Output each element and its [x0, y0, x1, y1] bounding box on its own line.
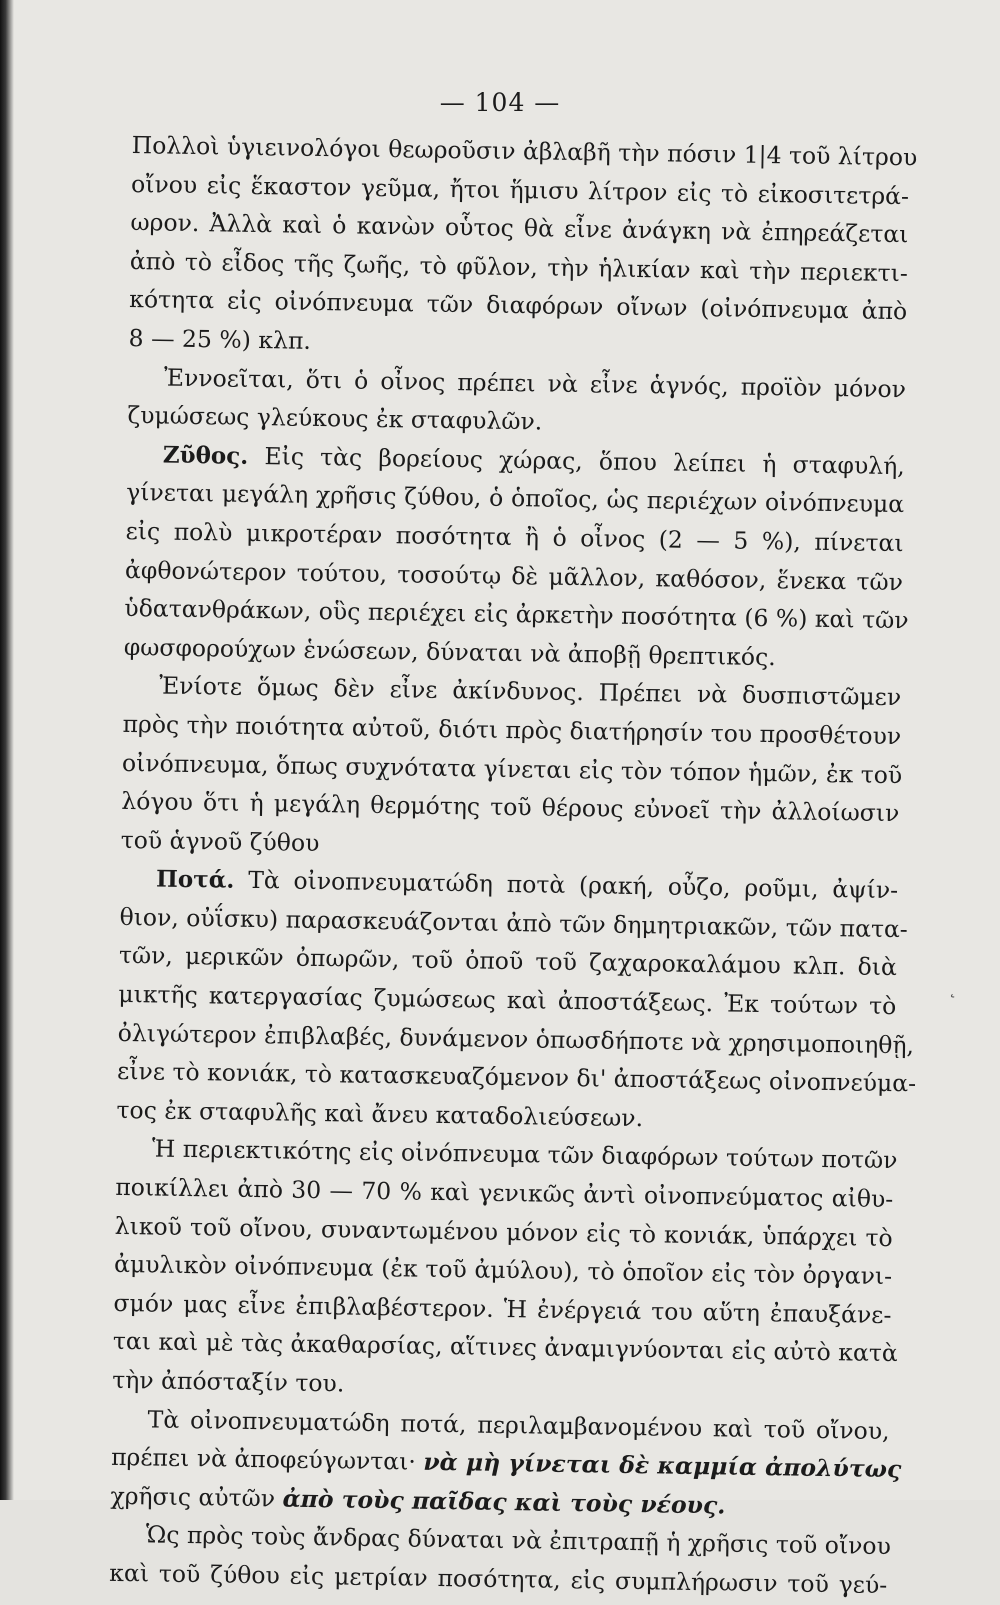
text-run: πρὸς τὴν ποιότητα αὐτοῦ, διότι πρὸς διατήρησίν του προσθέτουν	[122, 709, 902, 751]
text-run: Τὰ οἰνοπνευματώδη ποτὰ (ρακή, οὖζο, ροῦμι, ἀψίν-	[234, 865, 899, 905]
text-run: Ὡς πρὸς τοὺς ἄνδρας δύναται νὰ ἐπιτραπῇ ἡ χρῆσις τοῦ οἴνου	[145, 1520, 892, 1561]
text-run: Ἐνίοτε ὅμως δὲν εἶνε ἀκίνδυνος. Πρέπει νὰ δυσπιστῶμεν	[158, 671, 902, 712]
text-run: τος ἐκ σταφυλῆς καὶ ἄνευ καταδολιεύσεων.	[116, 1095, 644, 1132]
emphasized-text: νὰ μὴ γίνεται δὲ καμμία ἀπολύτως	[423, 1447, 902, 1484]
text-run: μικτῆς κατεργασίας ζυμώσεως καὶ ἀποστάξεως. Ἐκ τούτων τὸ	[118, 979, 897, 1021]
text-run: ὀλιγώτερον ἐπιβλαβές, δυνάμενον ὁπωσδήποτε νὰ χρησιμοποιηθῇ,	[117, 1018, 915, 1060]
text-run: Ἐννοεῖται, ὅτι ὁ οἶνος πρέπει νὰ εἶνε ἁγνός, προϊὸν μόνον	[163, 363, 907, 403]
text-run: τὴν ἀπόσταξίν του.	[112, 1365, 345, 1398]
emphasized-text: ἀπὸ τοὺς παῖδας καὶ τοὺς νέους.	[282, 1484, 726, 1520]
text-run: οἴνου εἰς ἕκαστον γεῦμα, ἤτοι ἥμισυ λίτρον εἰς τὸ εἰκοσιτετρά-	[130, 169, 910, 210]
text-run: ται καὶ μὲ τὰς ἀκαθαρσίας, αἵτινες ἀναμιγνύονται εἰς αὐτὸ κατὰ	[112, 1327, 898, 1368]
text-run: ἀπὸ τὸ εἶδος τῆς ζωῆς, τὸ φῦλον, τὴν ἡλικίαν καὶ τὴν περιεκτι-	[129, 246, 909, 287]
margin-mark: ˛	[948, 978, 957, 999]
text-run: εἰς πολὺ μικροτέραν ποσότητα ἢ ὁ οἶνος (2 — 5 %), πίνεται	[125, 516, 904, 558]
text-run: λόγου ὅτι ἡ μεγάλη θερμότης τοῦ θέρους εὐνοεῖ τὴν ἀλλοίωσιν	[121, 787, 900, 828]
text-run: σμόν μας εἶνε ἐπιβλαβέστερον. Ἡ ἐνέργειά του αὕτη ἐπαυξάνε-	[113, 1288, 892, 1329]
text-run: ωρον. Ἀλλὰ καὶ ὁ κανὼν οὗτος θὰ εἶνε ἀνάγκη νὰ ἐπηρεάζεται	[130, 208, 909, 249]
section-heading: Ζῦθος.	[162, 441, 249, 470]
text-run: Ἡ περιεκτικότης εἰς οἰνόπνευμα τῶν διαφόρων τούτων ποτῶν	[151, 1134, 898, 1175]
text-run: εἶνε τὸ κονιάκ, τὸ κατασκευαζόμενον δι' ἀποστάξεως οἰνοπνεύμα-	[116, 1057, 917, 1098]
text-run: Εἰς τὰς βορείους χώρας, ὅπου λείπει ἡ σταφυλή,	[248, 441, 905, 480]
text-run: θιον, οὐΐσκυ) παρασκευάζονται ἀπὸ τῶν δημητριακῶν, τῶν πατα-	[119, 902, 908, 944]
section-heading: Ποτά.	[155, 865, 235, 894]
body-text	[109, 126, 918, 1605]
text-run: ἀμυλικὸν οἰνόπνευμα (ἐκ τοῦ ἀμύλου), τὸ ὁποῖον εἰς τὸν ὀργανι-	[113, 1250, 893, 1291]
text-run: ὑδατανθράκων, οὓς περιέχει εἰς ἀρκετὴν ποσότητα (6 %) καὶ τῶν	[124, 594, 909, 635]
text-run: 8 — 25 %) κλπ.	[128, 323, 312, 355]
page-number: — 104 —	[439, 88, 561, 117]
text-run: χρῆσις αὐτῶν	[110, 1481, 283, 1513]
text-run: τοῦ ἁγνοῦ ζύθου	[120, 825, 320, 857]
text-run: γίνεται μεγάλη χρῆσις ζύθου, ὁ ὁποῖος, ὡς περιέχων οἰνόπνευμα	[126, 478, 905, 519]
text-run: Τὰ οἰνοπνευματώδη ποτά, περιλαμβανομένου καὶ τοῦ οἴνου,	[147, 1405, 890, 1445]
text-run: λικοῦ τοῦ οἴνου, συναντωμένου μόνον εἰς τὸ κονιάκ, ὑπάρχει τὸ	[114, 1211, 893, 1252]
text-run: φωσφορούχων ἑνώσεων, δύναται νὰ ἀποβῇ θρεπτικός.	[123, 632, 776, 671]
text-run: κότητα εἰς οἰνόπνευμα τῶν διαφόρων οἴνων (οἰνόπνευμα ἀπὸ	[129, 285, 908, 326]
text-run: Πολλοὶ ὑγιεινολόγοι θεωροῦσιν ἀβλαβῆ τὴν πόσιν 1|4 τοῦ λίτρου	[131, 130, 918, 172]
text-run: ποικίλλει ἀπὸ 30 — 70 % καὶ γενικῶς ἀντὶ οἰνοπνεύματος αἰθυ-	[115, 1172, 894, 1214]
text-run: πρέπει νὰ ἀποφεύγωνται·	[110, 1443, 424, 1476]
text-run: καὶ τοῦ ζύθου εἰς μετρίαν ποσότητα, εἰς συμπλήρωσιν τοῦ γεύ-	[109, 1558, 888, 1600]
text-run: οἰνόπνευμα, ὅπως συχνότατα γίνεται εἰς τὸν τόπον ἡμῶν, ἐκ τοῦ	[121, 748, 903, 789]
text-run: τῶν, μερικῶν ὀπωρῶν, τοῦ ὀποῦ τοῦ ζαχαροκαλάμου κλπ. διὰ	[118, 941, 898, 982]
text-run: ζυμώσεως γλεύκους ἐκ σταφυλῶν.	[127, 401, 543, 436]
text-run: ἀφθονώτερον τούτου, τοσούτῳ δὲ μᾶλλον, καθόσον, ἕνεκα τῶν	[124, 555, 904, 596]
